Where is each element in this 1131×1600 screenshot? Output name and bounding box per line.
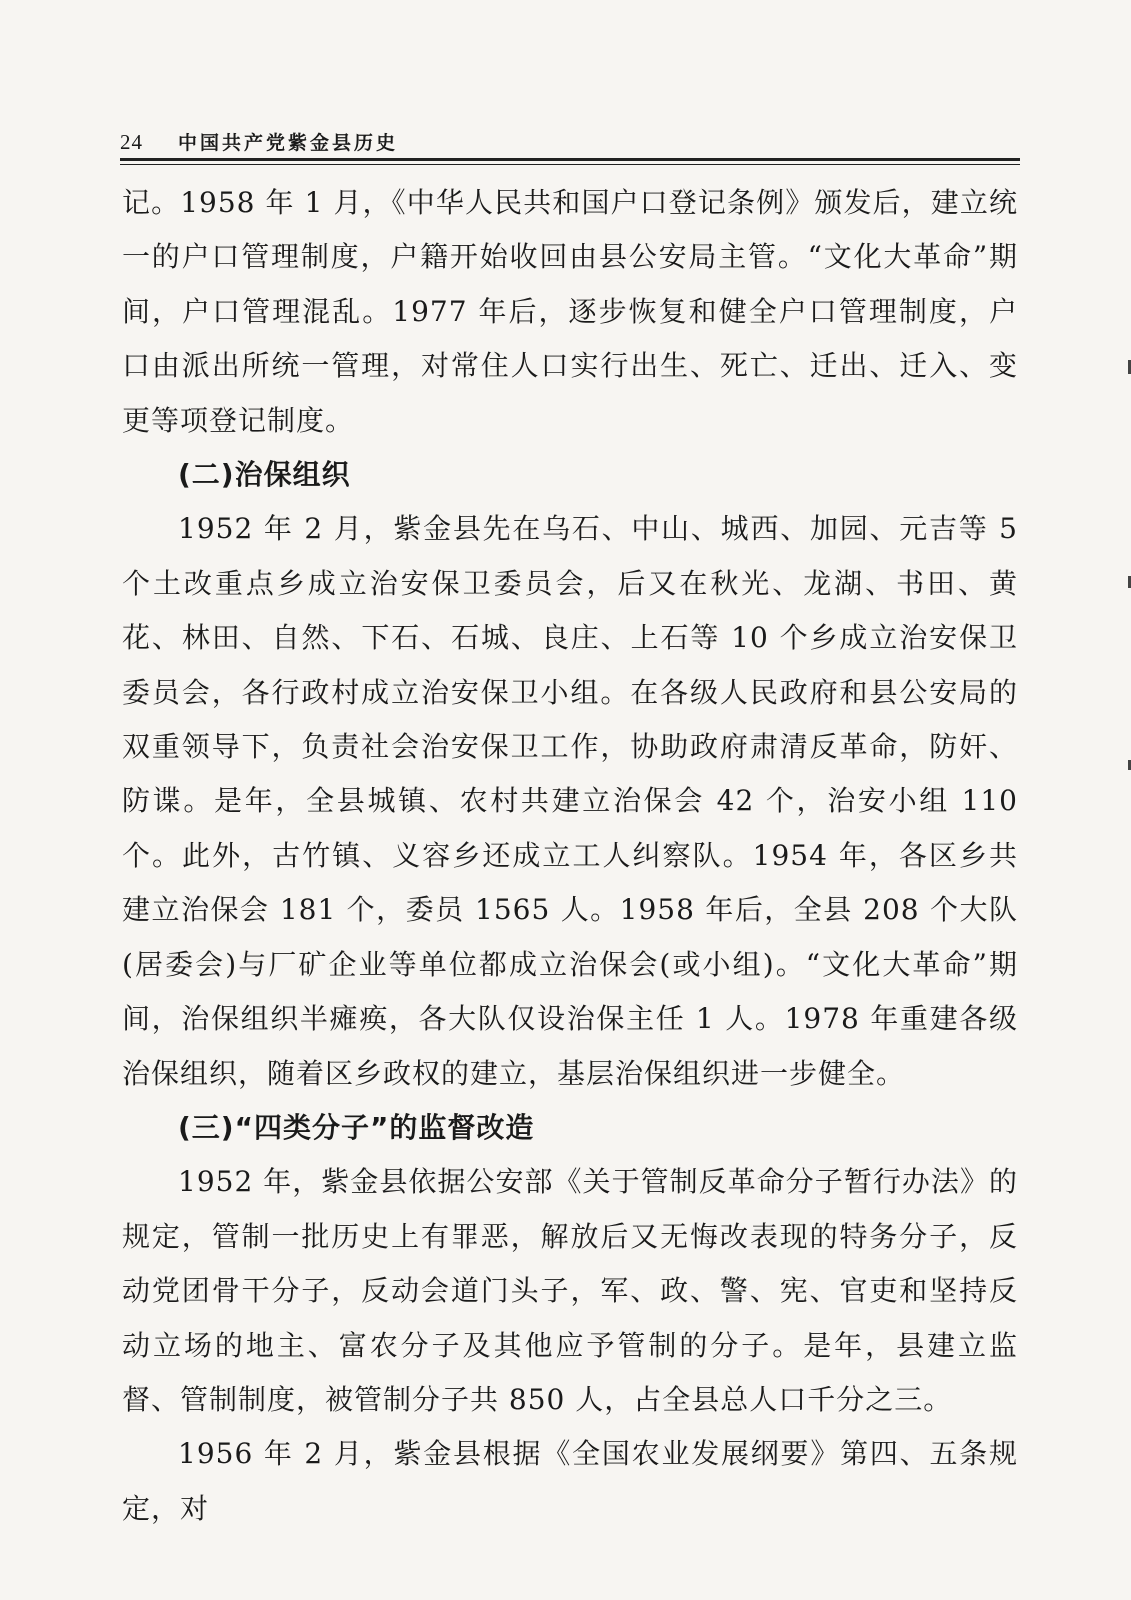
running-title: 中国共产党紫金县历史	[178, 132, 399, 154]
page-number: 24	[120, 130, 143, 154]
section-heading-security-organizations: (二)治保组织	[178, 458, 351, 492]
paragraph-continued: 记。1958 年 1 月，《中华人民共和国户口登记条例》颁发后，建立统一的户口管理制度，户籍开始收回由县公安局主管。“文化大革命”期间，户口管理混乱。1977 年后，逐步恢复和健全户口管理制度，户口由派出所统一管理，对常住人口实行出生、死亡、迁出、迁入、变更等项登记制度。	[122, 186, 1018, 437]
header-rule-thin	[120, 164, 1020, 165]
paragraph-1956: 1956 年 2 月，紫金县根据《全国农业发展纲要》第四、五条规定，对	[122, 1437, 1018, 1525]
paragraph-control-1952: 1952 年，紫金县依据公安部《关于管制反革命分子暂行办法》的规定，管制一批历史上有罪恶，解放后又无悔改表现的特务分子，反动党团骨干分子，反动会道门头子，军、政、警、宪、官吏和坚持反动立场的地主、富农分子及其他应予管制的分子。是年，县建立监督、管制制度，被管制分子共 850 人，占全县总人口千分之三。	[122, 1165, 1018, 1416]
section-heading-four-categories: (三)“四类分子”的监督改造	[178, 1110, 535, 1144]
body-text	[122, 176, 1018, 1536]
paragraph-security-organizations: 1952 年 2 月，紫金县先在乌石、中山、城西、加园、元吉等 5 个土改重点乡成立治安保卫委员会，后又在秋光、龙湖、书田、黄花、林田、自然、下石、石城、良庄、上石等 10 个乡成立治安保卫委员会，各行政村成立治安保卫小组。在各级人民政府和县公安局的双重领导下，负责社会治安保卫工作，协助政府肃清反革命，防奸、防谍。是年，全县城镇、农村共建立治保会 42 个，治安小组 110 个。此外，古竹镇、义容乡还成立工人纠察队。1954 年，各区乡共建立治保会 181 个，委员 1565 人。1958 年后，全县 208 个大队(居委会)与厂矿企业等单位都成立治保会(或小组)。“文化大革命”期间，治保组织半瘫痪，各大队仅设治保主任 1 人。1978 年重建各级治保组织，随着区乡政权的建立，基层治保组织进一步健全。	[122, 512, 1018, 1090]
header-rule-thick	[120, 158, 1020, 161]
page-header	[120, 128, 1020, 158]
